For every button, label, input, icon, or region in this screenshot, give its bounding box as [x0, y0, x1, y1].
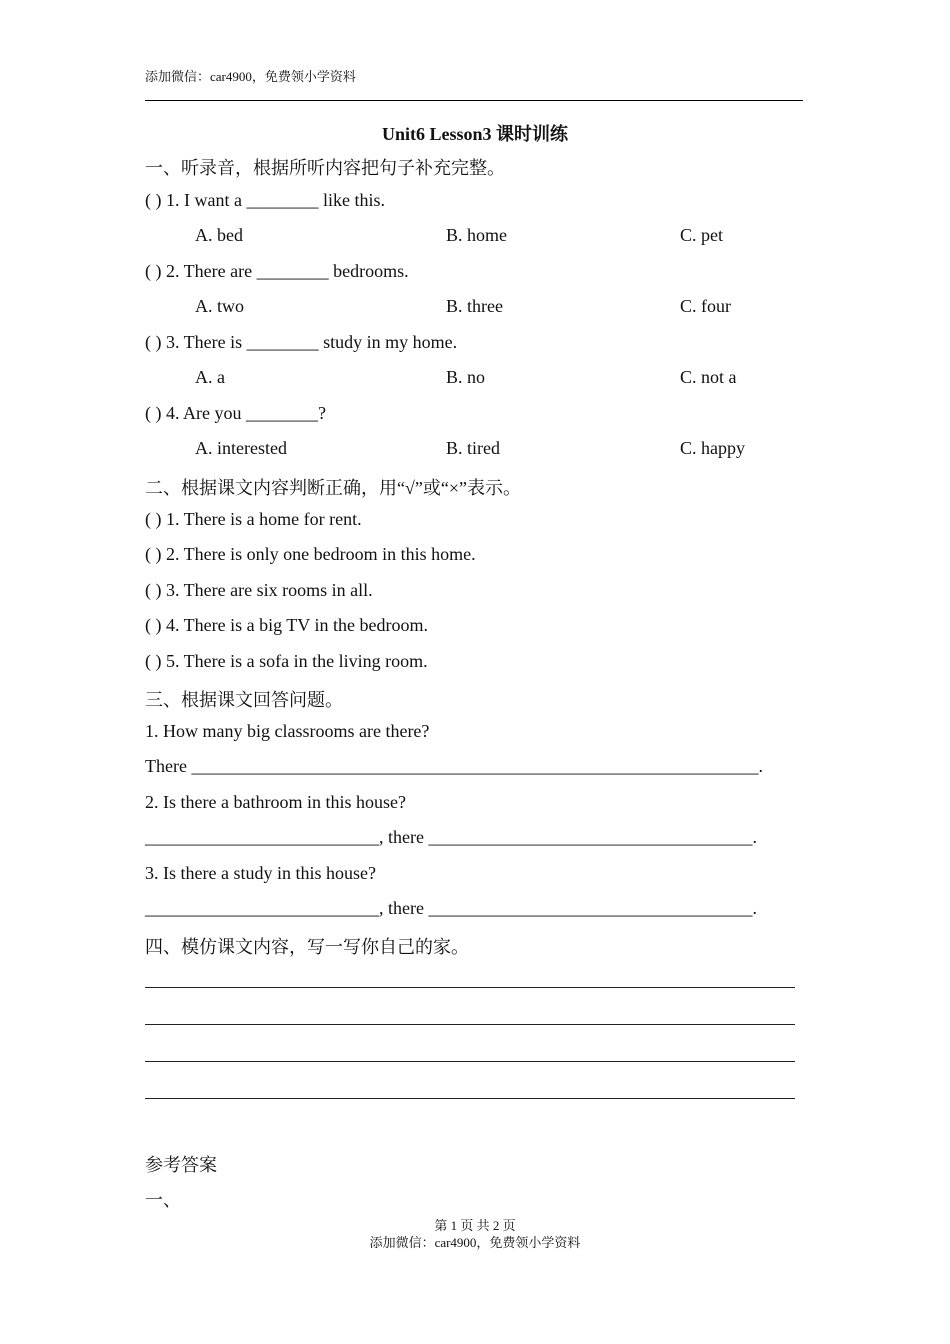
q1-option-a: A. bed	[195, 225, 243, 245]
q1-option-c: C. pet	[680, 225, 723, 245]
q4-stem: ( ) 4. Are you ________?	[145, 403, 326, 423]
q3-option-b: B. no	[446, 367, 486, 387]
header-divider	[145, 100, 803, 101]
answer-line-2: __________________________, there ____________________________________.	[145, 827, 757, 847]
page-number: 第 1 页 共 2 页	[434, 1218, 516, 1233]
footer-text: 添加微信：car4900，免费领小学资料	[369, 1235, 581, 1250]
section1-heading: 一、听录音，根据所听内容把句子补充完整。	[145, 158, 505, 178]
q4-option-c: C. happy	[680, 438, 745, 458]
section3-heading: 三、根据课文回答问题。	[145, 690, 343, 710]
answers-sub: 一、	[145, 1190, 181, 1210]
section2-heading: 二、根据课文内容判断正确，用“√”或“×”表示。	[145, 478, 521, 498]
answer-question-3: 3. Is there a study in this house?	[145, 863, 376, 883]
judge-item-5: ( ) 5. There is a sofa in the living room.	[145, 651, 428, 671]
writing-line-1	[145, 987, 795, 988]
q2-option-a: A. two	[195, 296, 244, 316]
section4-heading: 四、模仿课文内容，写一写你自己的家。	[145, 937, 469, 957]
q1-stem: ( ) 1. I want a ________ like this.	[145, 190, 385, 210]
answer-question-1: 1. How many big classrooms are there?	[145, 721, 430, 741]
q4-option-a: A. interested	[195, 438, 287, 458]
q2-option-c: C. four	[680, 296, 731, 316]
q3-stem: ( ) 3. There is ________ study in my home.	[145, 332, 458, 352]
answer-line-1: There _______________________________________________________________.	[145, 756, 763, 776]
q4-option-b: B. tired	[446, 438, 500, 458]
writing-line-4	[145, 1098, 795, 1099]
answer-line-3: __________________________, there ____________________________________.	[145, 898, 757, 918]
q2-stem: ( ) 2. There are ________ bedrooms.	[145, 261, 409, 281]
q3-option-c: C. not a	[680, 367, 737, 387]
writing-line-2	[145, 1024, 795, 1025]
answers-heading: 参考答案	[145, 1155, 217, 1175]
judge-item-3: ( ) 3. There are six rooms in all.	[145, 580, 373, 600]
header-text: 添加微信：car4900，免费领小学资料	[145, 69, 356, 84]
q1-option-b: B. home	[446, 225, 507, 245]
q2-option-b: B. three	[446, 296, 503, 316]
judge-item-2: ( ) 2. There is only one bedroom in this home.	[145, 544, 476, 564]
q3-option-a: A. a	[195, 367, 225, 387]
judge-item-1: ( ) 1. There is a home for rent.	[145, 509, 362, 529]
writing-line-3	[145, 1061, 795, 1062]
judge-item-4: ( ) 4. There is a big TV in the bedroom.	[145, 615, 428, 635]
answer-question-2: 2. Is there a bathroom in this house?	[145, 792, 406, 812]
page-title: Unit6 Lesson3 课时训练	[381, 124, 569, 144]
